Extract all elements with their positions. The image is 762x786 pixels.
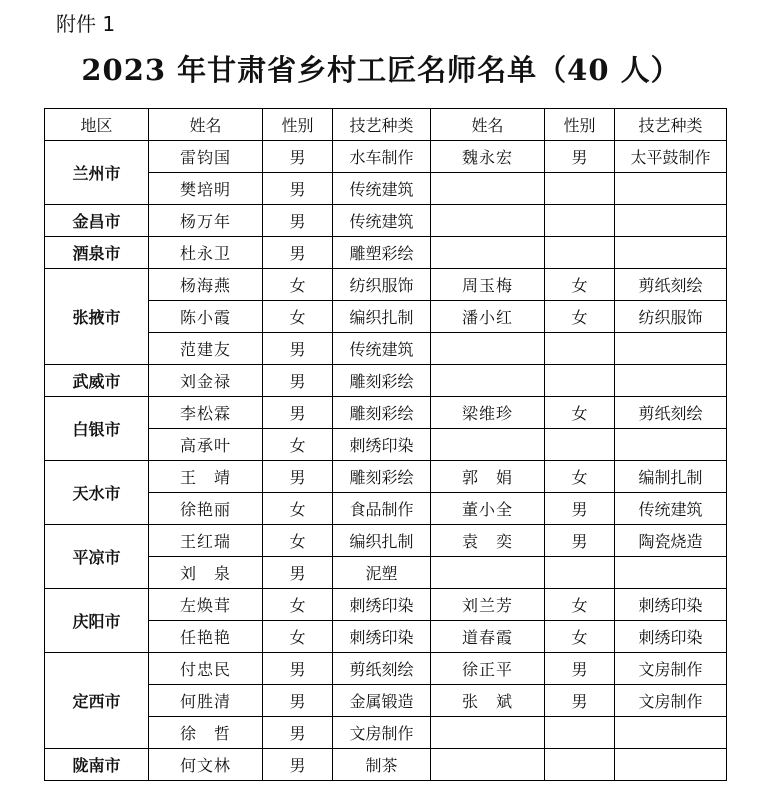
cell-name-2 (431, 557, 545, 589)
cell-craft-2: 传统建筑 (615, 493, 727, 525)
cell-gender: 女 (263, 621, 333, 653)
table-row (45, 365, 727, 397)
cell-name: 何胜清 (149, 685, 263, 717)
cell-name: 杨万年 (149, 205, 263, 237)
cell-gender: 男 (263, 205, 333, 237)
header-region: 地区 (45, 109, 149, 141)
cell-region: 兰州市 (45, 141, 149, 205)
cell-gender: 男 (263, 461, 333, 493)
cell-gender-2 (545, 237, 615, 269)
cell-gender-2: 女 (545, 301, 615, 333)
cell-gender: 女 (263, 301, 333, 333)
header-row (45, 109, 727, 141)
cell-craft-2 (615, 365, 727, 397)
cell-gender-2: 男 (545, 653, 615, 685)
cell-gender: 男 (263, 557, 333, 589)
cell-name: 范建友 (149, 333, 263, 365)
cell-name-2: 道春霞 (431, 621, 545, 653)
cell-craft: 雕刻彩绘 (333, 461, 431, 493)
header-gender-2: 性别 (545, 109, 615, 141)
table-row (45, 461, 727, 493)
cell-craft-2 (615, 429, 727, 461)
cell-name-2: 潘小红 (431, 301, 545, 333)
cell-craft: 传统建筑 (333, 173, 431, 205)
cell-craft-2 (615, 205, 727, 237)
header-gender-1: 性别 (263, 109, 333, 141)
cell-gender: 女 (263, 589, 333, 621)
cell-gender: 男 (263, 173, 333, 205)
cell-gender: 女 (263, 493, 333, 525)
cell-craft-2: 陶瓷烧造 (615, 525, 727, 557)
cell-name-2 (431, 333, 545, 365)
header-name-1: 姓名 (149, 109, 263, 141)
cell-name-2 (431, 717, 545, 749)
cell-craft: 雕塑彩绘 (333, 237, 431, 269)
cell-region: 金昌市 (45, 205, 149, 237)
attachment-label: 附件 1 (56, 12, 116, 36)
table-row (45, 269, 727, 301)
cell-name: 高承叶 (149, 429, 263, 461)
cell-gender: 男 (263, 717, 333, 749)
cell-craft-2: 刺绣印染 (615, 621, 727, 653)
cell-name: 李松霖 (149, 397, 263, 429)
cell-gender: 男 (263, 141, 333, 173)
table-body (45, 141, 727, 781)
cell-gender: 男 (263, 237, 333, 269)
cell-name-2 (431, 237, 545, 269)
cell-gender-2: 女 (545, 589, 615, 621)
cell-craft: 传统建筑 (333, 333, 431, 365)
cell-gender-2: 女 (545, 269, 615, 301)
cell-name-2: 徐正平 (431, 653, 545, 685)
cell-gender: 女 (263, 269, 333, 301)
cell-craft: 刺绣印染 (333, 589, 431, 621)
cell-gender: 男 (263, 333, 333, 365)
cell-name: 杜永卫 (149, 237, 263, 269)
cell-craft: 泥塑 (333, 557, 431, 589)
cell-region: 庆阳市 (45, 589, 149, 653)
cell-craft-2: 文房制作 (615, 685, 727, 717)
cell-gender-2 (545, 365, 615, 397)
cell-name-2 (431, 205, 545, 237)
cell-gender: 男 (263, 365, 333, 397)
cell-craft-2 (615, 333, 727, 365)
cell-gender-2 (545, 333, 615, 365)
cell-name-2 (431, 365, 545, 397)
cell-craft-2 (615, 717, 727, 749)
cell-name-2: 周玉梅 (431, 269, 545, 301)
header-craft-1: 技艺种类 (333, 109, 431, 141)
cell-craft-2 (615, 749, 727, 781)
cell-craft: 雕刻彩绘 (333, 365, 431, 397)
cell-craft: 文房制作 (333, 717, 431, 749)
cell-gender: 男 (263, 749, 333, 781)
cell-name-2 (431, 749, 545, 781)
cell-gender-2 (545, 717, 615, 749)
cell-craft: 纺织服饰 (333, 269, 431, 301)
cell-name-2: 郭 娟 (431, 461, 545, 493)
cell-craft: 金属锻造 (333, 685, 431, 717)
cell-craft: 编织扎制 (333, 301, 431, 333)
cell-gender-2: 男 (545, 141, 615, 173)
cell-craft: 编织扎制 (333, 525, 431, 557)
cell-craft: 刺绣印染 (333, 621, 431, 653)
cell-name-2: 魏永宏 (431, 141, 545, 173)
cell-name: 刘 泉 (149, 557, 263, 589)
cell-gender: 女 (263, 429, 333, 461)
table-row (45, 205, 727, 237)
cell-craft: 制茶 (333, 749, 431, 781)
cell-craft-2: 剪纸刻绘 (615, 269, 727, 301)
cell-gender-2: 女 (545, 397, 615, 429)
cell-region: 定西市 (45, 653, 149, 749)
cell-craft-2: 剪纸刻绘 (615, 397, 727, 429)
cell-gender-2 (545, 205, 615, 237)
cell-craft-2: 太平鼓制作 (615, 141, 727, 173)
table-row (45, 141, 727, 173)
craftsmen-table (44, 108, 727, 781)
cell-region: 张掖市 (45, 269, 149, 365)
cell-craft: 传统建筑 (333, 205, 431, 237)
cell-name-2: 董小全 (431, 493, 545, 525)
table-row (45, 525, 727, 557)
cell-gender-2 (545, 429, 615, 461)
cell-region: 酒泉市 (45, 237, 149, 269)
cell-name: 王红瑞 (149, 525, 263, 557)
cell-craft-2: 文房制作 (615, 653, 727, 685)
table-row (45, 589, 727, 621)
cell-gender-2: 男 (545, 493, 615, 525)
cell-name: 王 靖 (149, 461, 263, 493)
cell-craft: 水车制作 (333, 141, 431, 173)
cell-name: 付忠民 (149, 653, 263, 685)
cell-region: 天水市 (45, 461, 149, 525)
cell-gender-2: 女 (545, 621, 615, 653)
cell-name: 徐艳丽 (149, 493, 263, 525)
cell-name: 樊培明 (149, 173, 263, 205)
cell-name-2 (431, 173, 545, 205)
cell-craft-2 (615, 237, 727, 269)
cell-craft-2 (615, 557, 727, 589)
table-row (45, 237, 727, 269)
cell-gender-2: 男 (545, 525, 615, 557)
cell-region: 白银市 (45, 397, 149, 461)
cell-name: 何文林 (149, 749, 263, 781)
cell-name-2 (431, 429, 545, 461)
cell-name: 杨海燕 (149, 269, 263, 301)
cell-gender: 男 (263, 653, 333, 685)
cell-gender: 女 (263, 525, 333, 557)
cell-name: 左焕茸 (149, 589, 263, 621)
cell-name-2: 袁 奕 (431, 525, 545, 557)
cell-craft: 刺绣印染 (333, 429, 431, 461)
cell-craft-2: 刺绣印染 (615, 589, 727, 621)
cell-craft: 食品制作 (333, 493, 431, 525)
cell-gender-2 (545, 173, 615, 205)
cell-gender-2: 男 (545, 685, 615, 717)
document-title: 2023 年甘肃省乡村工匠名师名单（40 人） (81, 53, 681, 87)
cell-name: 任艳艳 (149, 621, 263, 653)
header-craft-2: 技艺种类 (615, 109, 727, 141)
cell-name-2: 张 斌 (431, 685, 545, 717)
cell-name-2: 梁维珍 (431, 397, 545, 429)
cell-craft: 剪纸刻绘 (333, 653, 431, 685)
table-row (45, 749, 727, 781)
table-row (45, 653, 727, 685)
cell-name: 陈小霞 (149, 301, 263, 333)
cell-name: 徐 哲 (149, 717, 263, 749)
cell-craft-2 (615, 173, 727, 205)
cell-region: 陇南市 (45, 749, 149, 781)
cell-region: 平凉市 (45, 525, 149, 589)
header-name-2: 姓名 (431, 109, 545, 141)
cell-craft-2: 纺织服饰 (615, 301, 727, 333)
cell-name: 刘金禄 (149, 365, 263, 397)
cell-gender-2 (545, 557, 615, 589)
cell-gender-2 (545, 749, 615, 781)
cell-gender: 男 (263, 397, 333, 429)
cell-gender-2: 女 (545, 461, 615, 493)
cell-region: 武威市 (45, 365, 149, 397)
cell-name: 雷钧国 (149, 141, 263, 173)
cell-craft: 雕刻彩绘 (333, 397, 431, 429)
table-row (45, 397, 727, 429)
cell-name-2: 刘兰芳 (431, 589, 545, 621)
cell-craft-2: 编制扎制 (615, 461, 727, 493)
cell-gender: 男 (263, 685, 333, 717)
